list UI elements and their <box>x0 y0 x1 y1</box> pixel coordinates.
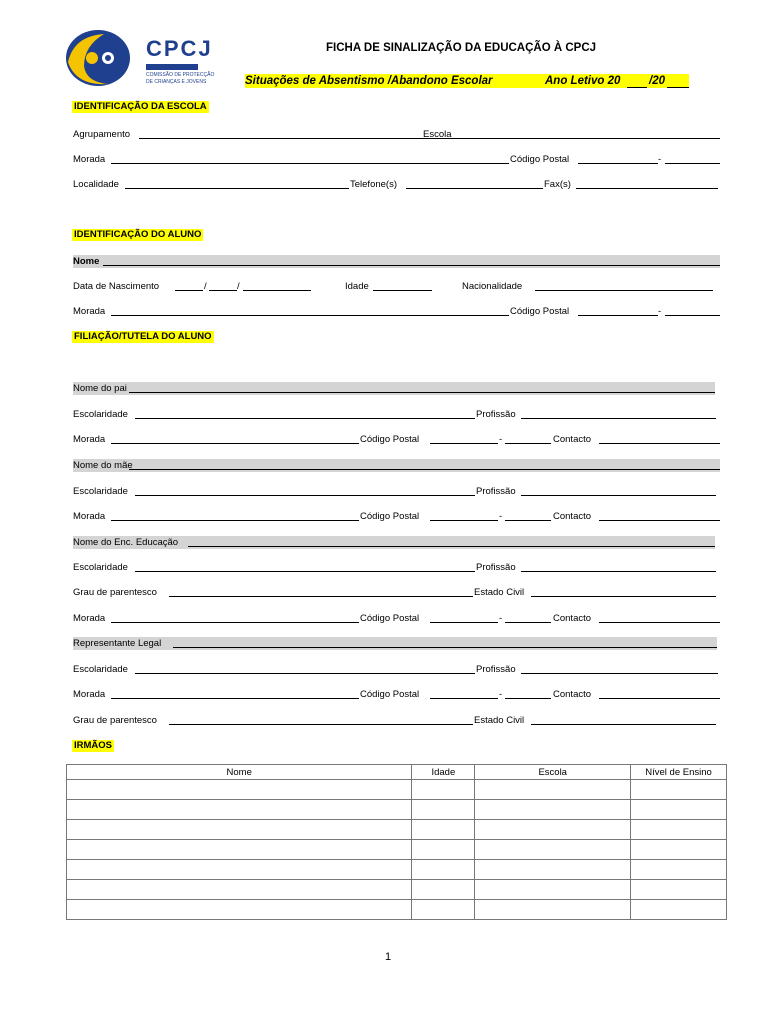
agrupamento-label: Agrupamento <box>73 129 131 140</box>
enc-morada-field[interactable] <box>111 622 359 623</box>
dn-ano-field[interactable] <box>243 290 311 291</box>
page-subtitle <box>245 74 689 88</box>
table-row <box>67 880 727 900</box>
enc-row-2 <box>73 561 720 574</box>
cp-escola-field-2[interactable] <box>665 163 720 164</box>
aluno-row-2 <box>73 280 720 293</box>
mae-row-2 <box>73 485 720 498</box>
cell-escola[interactable] <box>475 860 631 880</box>
enc-estado-civil-label: Estado Civil <box>474 587 525 598</box>
localidade-field[interactable] <box>125 188 349 189</box>
ano-letivo-underline <box>627 74 647 88</box>
aluno-nome-label: Nome <box>73 256 100 267</box>
cell-idade[interactable] <box>412 800 475 820</box>
enc-cp-field-1[interactable] <box>430 622 498 623</box>
escola-row-3 <box>73 178 720 191</box>
col-idade-header: Idade <box>412 765 475 780</box>
enc-grau-field[interactable] <box>169 596 473 597</box>
logo-subtitle-1: COMISSÃO DE PROTECÇÃO <box>146 72 215 78</box>
cell-escola[interactable] <box>475 840 631 860</box>
pai-nome-row <box>73 382 715 395</box>
enc-row-3 <box>73 586 720 599</box>
mae-cp-dash: - <box>499 511 503 522</box>
cell-nome[interactable] <box>67 840 412 860</box>
dn-slash-1: / <box>204 281 207 292</box>
page-title: FICHA DE SINALIZAÇÃO DA EDUCAÇÃO À CPCJ <box>326 42 597 54</box>
subtitle-text: Situações de Absentismo /Abandono Escolar <box>245 75 493 87</box>
pai-morada-field[interactable] <box>111 443 359 444</box>
enc-estado-civil-field[interactable] <box>531 596 716 597</box>
enc-nome-row <box>73 536 715 549</box>
cell-nivel[interactable] <box>631 900 727 920</box>
table-header-row <box>67 765 727 780</box>
idade-field[interactable] <box>373 290 432 291</box>
rep-estado-civil-label: Estado Civil <box>474 715 525 726</box>
mae-profissao-field[interactable] <box>521 495 716 496</box>
cp-escola-label: Código Postal <box>510 154 570 165</box>
rep-cp-label: Código Postal <box>360 689 420 700</box>
cell-idade[interactable] <box>412 900 475 920</box>
mae-contacto-label: Contacto <box>553 511 592 522</box>
mae-row-3 <box>73 510 720 523</box>
pai-escolaridade-field[interactable] <box>135 418 475 419</box>
cp-aluno-label: Código Postal <box>510 306 570 317</box>
logo-stripe <box>146 64 198 70</box>
morada-escola-field[interactable] <box>111 163 509 164</box>
pai-cp-dash: - <box>499 434 503 445</box>
dn-mes-field[interactable] <box>209 290 237 291</box>
cell-nome[interactable] <box>67 820 412 840</box>
table-row <box>67 820 727 840</box>
cell-nivel[interactable] <box>631 780 727 800</box>
idade-label: Idade <box>345 281 369 292</box>
rep-cp-field-2[interactable] <box>505 698 551 699</box>
cell-idade[interactable] <box>412 820 475 840</box>
cell-escola[interactable] <box>475 900 631 920</box>
rep-profissao-field[interactable] <box>521 673 718 674</box>
cell-escola[interactable] <box>475 820 631 840</box>
cpcj-emblem-icon <box>64 26 136 90</box>
enc-cp-dash: - <box>499 613 503 624</box>
pai-profissao-label: Profissão <box>476 409 516 420</box>
aluno-nome-field[interactable] <box>103 265 720 266</box>
fax-field[interactable] <box>576 188 718 189</box>
enc-escolaridade-field[interactable] <box>135 571 475 572</box>
enc-contacto-label: Contacto <box>553 613 592 624</box>
rep-morada-field[interactable] <box>111 698 359 699</box>
nacionalidade-label: Nacionalidade <box>462 281 523 292</box>
mae-escolaridade-label: Escolaridade <box>73 486 128 497</box>
cpcj-logo <box>64 26 214 90</box>
morada-escola-label: Morada <box>73 154 106 165</box>
mae-nome-label: Nome do mãe <box>73 460 133 471</box>
cell-escola[interactable] <box>475 800 631 820</box>
pai-contacto-label: Contacto <box>553 434 592 445</box>
table-row <box>67 780 727 800</box>
rep-cp-field-1[interactable] <box>430 698 498 699</box>
logo-subtitle-2: DE CRIANÇAS E JOVENS <box>146 79 207 85</box>
section-escola: IDENTIFICAÇÃO DA ESCOLA <box>74 101 207 112</box>
cell-nivel[interactable] <box>631 800 727 820</box>
mae-cp-field-1[interactable] <box>430 520 498 521</box>
table-row <box>67 860 727 880</box>
enc-profissao-label: Profissão <box>476 562 516 573</box>
rep-contacto-field[interactable] <box>599 698 720 699</box>
table-row <box>67 900 727 920</box>
morada-aluno-label: Morada <box>73 306 106 317</box>
rep-nome-label: Representante Legal <box>73 638 162 649</box>
rep-row-2 <box>73 663 720 676</box>
rep-row-4 <box>73 714 720 727</box>
rep-nome-row <box>73 637 717 650</box>
mae-nome-row <box>73 459 720 472</box>
cp-escola-field-1[interactable] <box>578 163 658 164</box>
fax-label: Fax(s) <box>544 179 571 190</box>
pai-contacto-field[interactable] <box>599 443 720 444</box>
enc-cp-label: Código Postal <box>360 613 420 624</box>
escola-row-1 <box>73 128 720 141</box>
telefone-field[interactable] <box>406 188 543 189</box>
rep-estado-civil-field[interactable] <box>531 724 716 725</box>
cell-nivel[interactable] <box>631 880 727 900</box>
table-row <box>67 840 727 860</box>
nacionalidade-field[interactable] <box>535 290 713 291</box>
col-escola-header: Escola <box>475 765 631 780</box>
ano-letivo-underline-2 <box>667 74 689 88</box>
dn-dia-field[interactable] <box>175 290 203 291</box>
mae-morada-field[interactable] <box>111 520 359 521</box>
cell-nome[interactable] <box>67 800 412 820</box>
pai-row-2 <box>73 408 720 421</box>
morada-aluno-field[interactable] <box>111 315 509 316</box>
cp-escola-dash: - <box>658 154 662 165</box>
pai-profissao-field[interactable] <box>521 418 716 419</box>
cell-escola[interactable] <box>475 780 631 800</box>
pai-nome-label: Nome do pai <box>73 383 127 394</box>
cell-nivel[interactable] <box>631 860 727 880</box>
rep-grau-label: Grau de parentesco <box>73 715 157 726</box>
rep-morada-label: Morada <box>73 689 106 700</box>
cell-idade[interactable] <box>412 840 475 860</box>
cell-idade[interactable] <box>412 780 475 800</box>
enc-nome-label: Nome do Enc. Educação <box>73 537 179 548</box>
cp-aluno-field-1[interactable] <box>578 315 658 316</box>
cell-nivel[interactable] <box>631 820 727 840</box>
mae-contacto-field[interactable] <box>599 520 720 521</box>
pai-cp-field-1[interactable] <box>430 443 498 444</box>
rep-row-3 <box>73 688 720 701</box>
mae-escolaridade-field[interactable] <box>135 495 475 496</box>
cell-nome[interactable] <box>67 780 412 800</box>
cell-idade[interactable] <box>412 880 475 900</box>
table-row <box>67 800 727 820</box>
cell-nome[interactable] <box>67 900 412 920</box>
mae-profissao-label: Profissão <box>476 486 516 497</box>
escola-row-2 <box>73 153 720 166</box>
rep-nome-field[interactable] <box>173 647 717 648</box>
enc-cp-field-2[interactable] <box>505 622 551 623</box>
pai-row-3 <box>73 433 720 446</box>
ano-letivo-sep: /20 <box>649 75 665 87</box>
mae-cp-field-2[interactable] <box>505 520 551 521</box>
localidade-label: Localidade <box>73 179 119 190</box>
col-nome-header: Nome <box>67 765 412 780</box>
page-number: 1 <box>385 951 392 963</box>
logo-brand: CPCJ <box>146 36 213 61</box>
ano-letivo: Ano Letivo 20 <box>545 75 621 87</box>
cp-aluno-field-2[interactable] <box>665 315 720 316</box>
mae-morada-label: Morada <box>73 511 106 522</box>
pai-morada-label: Morada <box>73 434 106 445</box>
mae-cp-label: Código Postal <box>360 511 420 522</box>
aluno-nome-row <box>73 255 720 268</box>
mae-nome-field[interactable] <box>129 469 720 470</box>
irmaos-table <box>66 764 727 920</box>
rep-grau-field[interactable] <box>169 724 473 725</box>
section-filiacao: FILIAÇÃO/TUTELA DO ALUNO <box>74 331 212 342</box>
aluno-row-3 <box>73 305 720 318</box>
pai-escolaridade-label: Escolaridade <box>73 409 128 420</box>
rep-profissao-label: Profissão <box>476 664 516 675</box>
data-nascimento-label: Data de Nascimento <box>73 281 160 292</box>
cp-aluno-dash: - <box>658 306 662 317</box>
cell-nome[interactable] <box>67 880 412 900</box>
enc-row-4 <box>73 612 720 625</box>
rep-escolaridade-field[interactable] <box>135 673 475 674</box>
section-irmaos: IRMÃOS <box>74 740 112 751</box>
telefone-label: Telefone(s) <box>350 179 397 190</box>
cell-escola[interactable] <box>475 880 631 900</box>
rep-contacto-label: Contacto <box>553 689 592 700</box>
pai-cp-field-2[interactable] <box>505 443 551 444</box>
enc-contacto-field[interactable] <box>599 622 720 623</box>
enc-morada-label: Morada <box>73 613 106 624</box>
escola-field[interactable] <box>456 138 720 139</box>
rep-escolaridade-label: Escolaridade <box>73 664 128 675</box>
cell-nome[interactable] <box>67 860 412 880</box>
section-aluno: IDENTIFICAÇÃO DO ALUNO <box>74 229 202 240</box>
cell-idade[interactable] <box>412 860 475 880</box>
enc-nome-field[interactable] <box>188 546 715 547</box>
cell-nivel[interactable] <box>631 840 727 860</box>
pai-nome-field[interactable] <box>129 392 715 393</box>
enc-escolaridade-label: Escolaridade <box>73 562 128 573</box>
enc-profissao-field[interactable] <box>521 571 716 572</box>
dn-slash-2: / <box>237 281 240 292</box>
pai-cp-label: Código Postal <box>360 434 420 445</box>
enc-grau-label: Grau de parentesco <box>73 587 157 598</box>
col-nivel-header: Nível de Ensino <box>631 765 727 780</box>
escola-label: Escola <box>423 129 452 140</box>
rep-cp-dash: - <box>499 689 503 700</box>
